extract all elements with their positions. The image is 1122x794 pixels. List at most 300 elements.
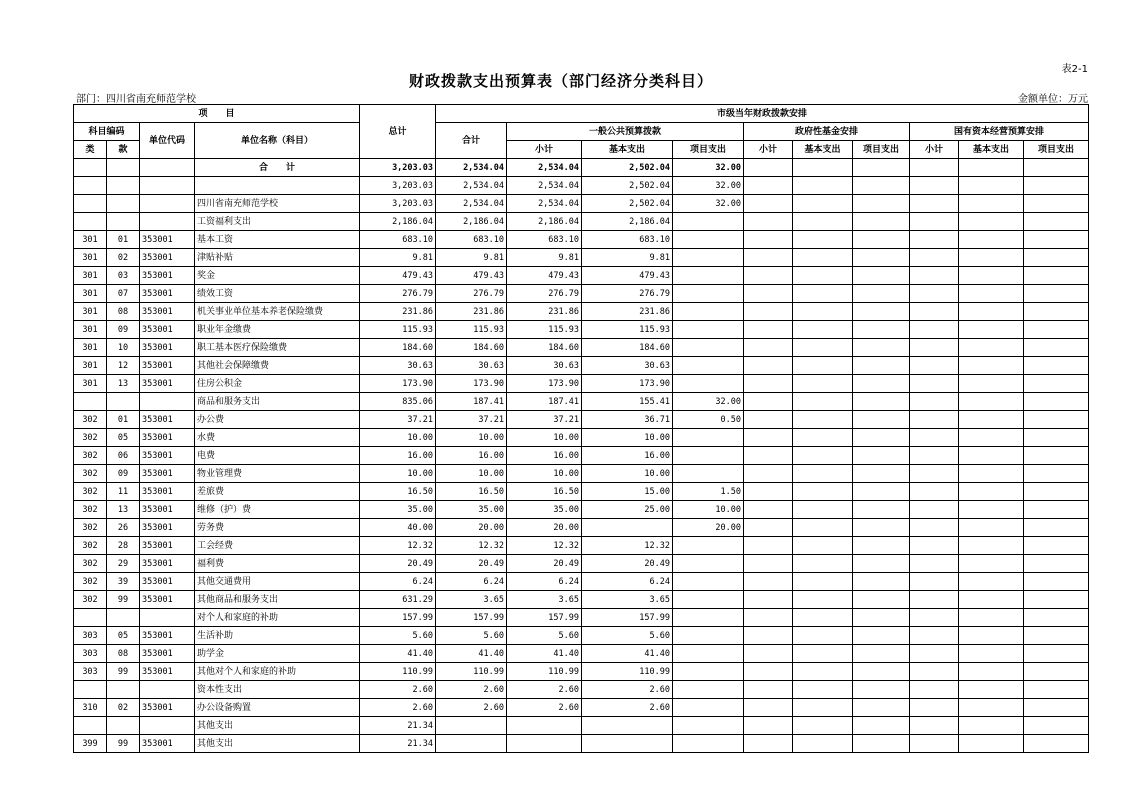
cell-empty	[1024, 339, 1089, 357]
cell-unit-name: 电费	[195, 447, 360, 465]
cell-unit-name: 水费	[195, 429, 360, 447]
cell-gb-subtotal: 2,534.04	[507, 195, 582, 213]
header-item: 款	[107, 141, 140, 159]
cell-unit-code: 353001	[140, 231, 195, 249]
cell-empty	[744, 213, 793, 231]
cell-empty	[793, 483, 853, 501]
cell-empty	[910, 285, 959, 303]
cell-item	[107, 393, 140, 411]
cell-empty	[959, 393, 1024, 411]
cell-unit-name: 工会经费	[195, 537, 360, 555]
cell-empty	[959, 375, 1024, 393]
cell-empty	[853, 411, 910, 429]
page-title: 财政拨款支出预算表（部门经济分类科目）	[408, 72, 713, 90]
cell-grand-total: 231.86	[360, 303, 436, 321]
cell-unit-code: 353001	[140, 339, 195, 357]
cell-empty	[853, 447, 910, 465]
cell-gb-basic: 184.60	[582, 339, 673, 357]
table-row	[74, 537, 1089, 555]
cell-empty	[910, 537, 959, 555]
cell-grand-total: 6.24	[360, 573, 436, 591]
cell-class	[74, 213, 107, 231]
cell-empty	[1024, 411, 1089, 429]
cell-class: 302	[74, 555, 107, 573]
cell-empty	[744, 393, 793, 411]
cell-unit-code: 353001	[140, 555, 195, 573]
cell-gb-basic: 16.00	[582, 447, 673, 465]
table-row	[74, 429, 1089, 447]
cell-gb-basic: 2.60	[582, 699, 673, 717]
cell-empty	[959, 735, 1024, 753]
cell-empty	[959, 501, 1024, 519]
table-row	[74, 375, 1089, 393]
cell-empty	[1024, 447, 1089, 465]
cell-empty	[744, 609, 793, 627]
cell-grand-total: 173.90	[360, 375, 436, 393]
cell-empty	[910, 483, 959, 501]
header-general-budget: 一般公共预算拨款	[507, 123, 744, 141]
cell-class: 302	[74, 537, 107, 555]
cell-grand-total: 276.79	[360, 285, 436, 303]
cell-empty	[853, 735, 910, 753]
cell-gb-subtotal: 173.90	[507, 375, 582, 393]
table-row	[74, 555, 1089, 573]
cell-gb-project: 32.00	[673, 195, 744, 213]
cell-empty	[853, 303, 910, 321]
cell-class: 301	[74, 303, 107, 321]
cell-empty	[1024, 483, 1089, 501]
cell-empty	[793, 537, 853, 555]
cell-empty	[959, 519, 1024, 537]
cell-gb-project: 32.00	[673, 393, 744, 411]
cell-empty	[910, 465, 959, 483]
cell-gb-basic: 173.90	[582, 375, 673, 393]
header-state-capital: 国有资本经营预算安排	[910, 123, 1089, 141]
cell-item: 29	[107, 555, 140, 573]
cell-empty	[959, 303, 1024, 321]
cell-gb-subtotal: 10.00	[507, 465, 582, 483]
cell-empty	[959, 555, 1024, 573]
cell-total: 683.10	[436, 231, 507, 249]
cell-gb-project	[673, 357, 744, 375]
cell-grand-total: 10.00	[360, 429, 436, 447]
cell-empty	[1024, 303, 1089, 321]
header-grand-total: 总计	[360, 105, 436, 159]
cell-gb-basic: 276.79	[582, 285, 673, 303]
cell-item	[107, 717, 140, 735]
cell-empty	[959, 447, 1024, 465]
cell-gb-project	[673, 663, 744, 681]
header-unit-name: 单位名称（科目）	[195, 123, 360, 159]
cell-class: 302	[74, 501, 107, 519]
cell-empty	[1024, 159, 1089, 177]
cell-empty	[793, 663, 853, 681]
cell-gb-subtotal: 16.50	[507, 483, 582, 501]
table-row	[74, 249, 1089, 267]
cell-empty	[910, 195, 959, 213]
cell-gb-subtotal: 41.40	[507, 645, 582, 663]
cell-gb-basic	[582, 519, 673, 537]
cell-item	[107, 609, 140, 627]
cell-empty	[853, 555, 910, 573]
cell-empty	[1024, 627, 1089, 645]
cell-gb-subtotal	[507, 717, 582, 735]
cell-grand-total: 41.40	[360, 645, 436, 663]
cell-class: 302	[74, 465, 107, 483]
header-gf-project: 项目支出	[853, 141, 910, 159]
cell-class: 399	[74, 735, 107, 753]
cell-item: 12	[107, 357, 140, 375]
cell-empty	[1024, 645, 1089, 663]
cell-gb-project	[673, 645, 744, 663]
cell-empty	[744, 231, 793, 249]
cell-gb-subtotal: 5.60	[507, 627, 582, 645]
cell-empty	[793, 195, 853, 213]
table-row	[74, 663, 1089, 681]
cell-unit-code: 353001	[140, 519, 195, 537]
cell-gb-project	[673, 627, 744, 645]
cell-gb-subtotal	[507, 735, 582, 753]
cell-empty	[959, 213, 1024, 231]
cell-class: 303	[74, 627, 107, 645]
cell-unit-code: 353001	[140, 627, 195, 645]
cell-item	[107, 213, 140, 231]
cell-gb-project	[673, 267, 744, 285]
cell-gb-project	[673, 609, 744, 627]
cell-gb-basic: 6.24	[582, 573, 673, 591]
cell-empty	[793, 321, 853, 339]
cell-unit-name: 其他商品和服务支出	[195, 591, 360, 609]
cell-unit-name: 津贴补贴	[195, 249, 360, 267]
cell-empty	[1024, 591, 1089, 609]
cell-grand-total: 16.00	[360, 447, 436, 465]
cell-grand-total: 16.50	[360, 483, 436, 501]
cell-empty	[793, 681, 853, 699]
cell-unit-code	[140, 177, 195, 195]
cell-grand-total: 12.32	[360, 537, 436, 555]
cell-total: 2,534.04	[436, 177, 507, 195]
cell-empty	[744, 627, 793, 645]
cell-unit-code: 353001	[140, 429, 195, 447]
cell-gb-project	[673, 231, 744, 249]
cell-empty	[853, 645, 910, 663]
cell-gb-basic: 41.40	[582, 645, 673, 663]
cell-grand-total: 3,203.03	[360, 177, 436, 195]
cell-empty	[910, 429, 959, 447]
cell-unit-code: 353001	[140, 321, 195, 339]
cell-gb-basic: 5.60	[582, 627, 673, 645]
cell-gb-subtotal: 30.63	[507, 357, 582, 375]
cell-gb-basic: 9.81	[582, 249, 673, 267]
cell-gb-subtotal: 20.00	[507, 519, 582, 537]
cell-gb-project	[673, 429, 744, 447]
cell-empty	[910, 303, 959, 321]
cell-empty	[853, 231, 910, 249]
cell-class	[74, 177, 107, 195]
table-row	[74, 627, 1089, 645]
cell-class: 301	[74, 267, 107, 285]
cell-empty	[959, 717, 1024, 735]
cell-unit-code	[140, 213, 195, 231]
cell-item: 06	[107, 447, 140, 465]
cell-empty	[910, 249, 959, 267]
cell-empty	[1024, 285, 1089, 303]
cell-empty	[853, 609, 910, 627]
cell-gb-basic: 10.00	[582, 429, 673, 447]
cell-unit-code: 353001	[140, 375, 195, 393]
cell-empty	[1024, 213, 1089, 231]
cell-unit-name: 其他交通费用	[195, 573, 360, 591]
cell-empty	[744, 591, 793, 609]
cell-unit-code	[140, 393, 195, 411]
cell-item: 13	[107, 375, 140, 393]
cell-empty	[959, 537, 1024, 555]
cell-empty	[793, 429, 853, 447]
cell-gb-basic: 115.93	[582, 321, 673, 339]
cell-gb-project	[673, 591, 744, 609]
cell-total: 30.63	[436, 357, 507, 375]
cell-total: 115.93	[436, 321, 507, 339]
total-label: 合 计	[195, 159, 360, 177]
cell-empty	[744, 501, 793, 519]
cell-empty	[793, 609, 853, 627]
cell-class: 301	[74, 357, 107, 375]
cell-empty	[910, 393, 959, 411]
cell-empty	[959, 429, 1024, 447]
cell-gb-project	[673, 735, 744, 753]
cell-class: 302	[74, 429, 107, 447]
cell-class: 302	[74, 411, 107, 429]
cell-total: 157.99	[436, 609, 507, 627]
cell-unit-code: 353001	[140, 447, 195, 465]
header-gov-fund: 政府性基金安排	[744, 123, 910, 141]
cell-total: 10.00	[436, 465, 507, 483]
cell-item	[107, 195, 140, 213]
cell-unit-code: 353001	[140, 249, 195, 267]
cell-item: 13	[107, 501, 140, 519]
cell-empty	[744, 717, 793, 735]
cell-total: 2,186.04	[436, 213, 507, 231]
cell-empty	[1024, 573, 1089, 591]
cell-total: 41.40	[436, 645, 507, 663]
table-row	[74, 519, 1089, 537]
table-row	[74, 267, 1089, 285]
cell-empty	[1024, 375, 1089, 393]
cell-empty	[959, 231, 1024, 249]
cell-unit-name: 职业年金缴费	[195, 321, 360, 339]
cell-unit-code: 353001	[140, 465, 195, 483]
cell-empty	[853, 699, 910, 717]
cell-total: 20.49	[436, 555, 507, 573]
cell-total: 35.00	[436, 501, 507, 519]
cell-gb-project	[673, 249, 744, 267]
table-row	[74, 303, 1089, 321]
cell-gb-project	[673, 699, 744, 717]
cell-class: 303	[74, 645, 107, 663]
cell-unit-name: 福利费	[195, 555, 360, 573]
cell-item: 09	[107, 321, 140, 339]
table-row	[74, 717, 1089, 735]
cell-class: 302	[74, 519, 107, 537]
table-row	[74, 645, 1089, 663]
cell-class	[74, 393, 107, 411]
cell-empty	[853, 537, 910, 555]
cell-empty	[793, 303, 853, 321]
cell-gb-project	[673, 285, 744, 303]
cell-unit-code: 353001	[140, 573, 195, 591]
cell-item	[107, 177, 140, 195]
header-gb-project: 项目支出	[673, 141, 744, 159]
cell-item: 10	[107, 339, 140, 357]
cell-empty	[744, 195, 793, 213]
cell-item: 99	[107, 591, 140, 609]
cell-item	[107, 159, 140, 177]
cell-empty	[853, 519, 910, 537]
cell-gb-basic: 231.86	[582, 303, 673, 321]
cell-empty	[959, 609, 1024, 627]
cell-gb-basic	[582, 717, 673, 735]
cell-gb-basic: 2,502.04	[582, 195, 673, 213]
cell-empty	[1024, 393, 1089, 411]
cell-unit-code: 353001	[140, 483, 195, 501]
amount-unit-label: 金额单位：万元	[1018, 94, 1088, 105]
table-row	[74, 231, 1089, 249]
cell-total: 2.60	[436, 681, 507, 699]
cell-grand-total: 37.21	[360, 411, 436, 429]
table-row	[74, 591, 1089, 609]
table-row	[74, 195, 1089, 213]
table-row	[74, 357, 1089, 375]
cell-grand-total: 184.60	[360, 339, 436, 357]
cell-empty	[959, 177, 1024, 195]
cell-class: 303	[74, 663, 107, 681]
cell-gb-project: 20.00	[673, 519, 744, 537]
cell-gb-basic: 3.65	[582, 591, 673, 609]
table-row	[74, 681, 1089, 699]
cell-empty	[793, 735, 853, 753]
cell-gb-basic: 2.60	[582, 681, 673, 699]
cell-empty	[793, 447, 853, 465]
cell-empty	[1024, 321, 1089, 339]
cell-item: 28	[107, 537, 140, 555]
cell-empty	[1024, 465, 1089, 483]
cell-total: 187.41	[436, 393, 507, 411]
cell-empty	[910, 339, 959, 357]
header-total: 合计	[436, 123, 507, 159]
header-project: 项 目	[74, 105, 360, 123]
cell-empty	[1024, 267, 1089, 285]
table-row	[74, 465, 1089, 483]
cell-item: 39	[107, 573, 140, 591]
cell-gb-project	[673, 213, 744, 231]
cell-gb-project: 1.50	[673, 483, 744, 501]
cell-grand-total: 10.00	[360, 465, 436, 483]
cell-total: 276.79	[436, 285, 507, 303]
cell-gb-project	[673, 321, 744, 339]
cell-gb-subtotal: 683.10	[507, 231, 582, 249]
cell-gb-subtotal: 20.49	[507, 555, 582, 573]
cell-unit-name: 奖金	[195, 267, 360, 285]
cell-unit-code: 353001	[140, 735, 195, 753]
cell-empty	[793, 285, 853, 303]
cell-unit-code	[140, 159, 195, 177]
cell-grand-total: 21.34	[360, 735, 436, 753]
cell-unit-name: 对个人和家庭的补助	[195, 609, 360, 627]
cell-empty	[853, 285, 910, 303]
cell-empty	[853, 177, 910, 195]
cell-gb-subtotal: 2,186.04	[507, 213, 582, 231]
table-row	[74, 177, 1089, 195]
cell-empty	[910, 213, 959, 231]
cell-gb-subtotal: 187.41	[507, 393, 582, 411]
cell-gb-subtotal: 2.60	[507, 699, 582, 717]
cell-unit-code: 353001	[140, 501, 195, 519]
cell-empty	[744, 681, 793, 699]
cell-class: 302	[74, 573, 107, 591]
cell-empty	[910, 573, 959, 591]
cell-empty	[853, 375, 910, 393]
cell-unit-code	[140, 681, 195, 699]
header-gf-subtotal: 小计	[744, 141, 793, 159]
cell-item: 02	[107, 249, 140, 267]
cell-unit-name: 助学金	[195, 645, 360, 663]
cell-grand-total: 479.43	[360, 267, 436, 285]
table-row	[74, 321, 1089, 339]
cell-gb-project	[673, 447, 744, 465]
cell-empty	[910, 681, 959, 699]
cell-empty	[744, 483, 793, 501]
cell-unit-code: 353001	[140, 591, 195, 609]
header-sc-subtotal: 小计	[910, 141, 959, 159]
cell-empty	[1024, 177, 1089, 195]
table-row	[74, 501, 1089, 519]
cell-gb-basic: 155.41	[582, 393, 673, 411]
cell-empty	[853, 627, 910, 645]
cell-gb-project	[673, 555, 744, 573]
cell-empty	[959, 573, 1024, 591]
cell-empty	[744, 267, 793, 285]
cell-empty	[853, 195, 910, 213]
cell-gb-subtotal: 10.00	[507, 429, 582, 447]
header-row-1	[74, 105, 1089, 123]
cell-total: 12.32	[436, 537, 507, 555]
cell-empty	[744, 663, 793, 681]
cell-gb-project	[673, 717, 744, 735]
table-row	[74, 573, 1089, 591]
cell-gb-basic: 110.99	[582, 663, 673, 681]
cell-empty	[910, 555, 959, 573]
cell-gb-subtotal: 231.86	[507, 303, 582, 321]
header-gb-basic: 基本支出	[582, 141, 673, 159]
cell-unit-code: 353001	[140, 285, 195, 303]
total-total: 2,534.04	[436, 159, 507, 177]
cell-gb-basic: 20.49	[582, 555, 673, 573]
cell-gb-basic	[582, 735, 673, 753]
cell-gb-basic: 2,186.04	[582, 213, 673, 231]
cell-total: 37.21	[436, 411, 507, 429]
cell-unit-name: 绩效工资	[195, 285, 360, 303]
cell-gb-basic: 157.99	[582, 609, 673, 627]
cell-empty	[910, 699, 959, 717]
table-row	[74, 735, 1089, 753]
cell-empty	[1024, 735, 1089, 753]
cell-unit-name	[195, 177, 360, 195]
cell-empty	[793, 231, 853, 249]
cell-grand-total: 110.99	[360, 663, 436, 681]
cell-item: 26	[107, 519, 140, 537]
cell-item: 08	[107, 303, 140, 321]
cell-total	[436, 717, 507, 735]
